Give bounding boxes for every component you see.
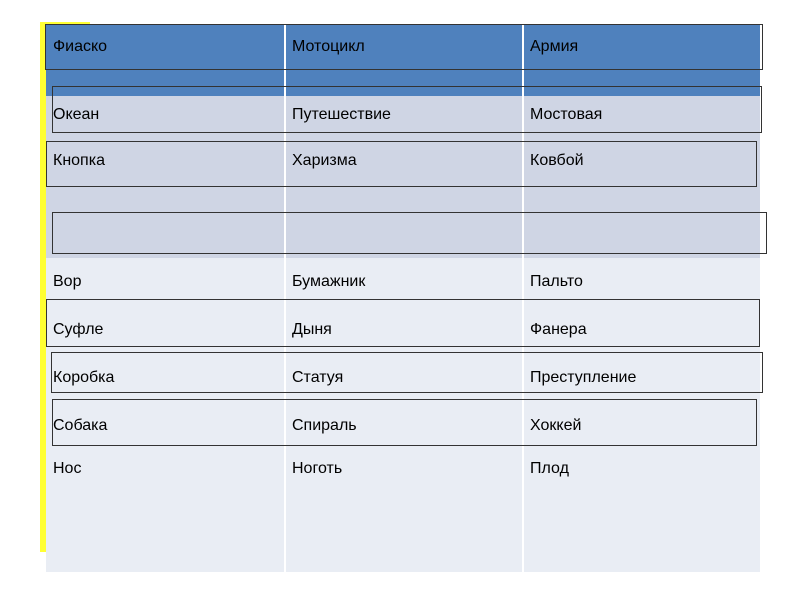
table-cell: [284, 210, 522, 258]
table-cell: Ковбой: [522, 134, 760, 188]
table-row: [46, 96, 760, 134]
table-row: [46, 210, 760, 258]
table-cell: [522, 188, 760, 210]
table-cell: [46, 188, 284, 210]
table-cell: Спираль: [284, 402, 522, 450]
table-row: [46, 450, 760, 572]
table-cell: [46, 70, 284, 96]
table-cell: Собака: [53, 417, 108, 434]
table-cell: Нос: [53, 460, 82, 477]
table-row: [46, 306, 760, 354]
table-cell: [284, 70, 522, 96]
table-cell: Фанера: [522, 306, 760, 354]
table-cell: Суфле: [53, 321, 104, 338]
table-row: [46, 354, 760, 402]
header-cell: Мотоцикл: [284, 24, 522, 70]
table-cell: Мостовая: [522, 96, 760, 134]
table-cell: Кнопка: [53, 152, 105, 169]
table-row: [46, 258, 760, 306]
table-cell: Ноготь: [284, 450, 522, 572]
table-header-row: [46, 24, 760, 70]
table-cell: [522, 210, 760, 258]
table-cell: Преступление: [522, 354, 760, 402]
word-table: [46, 24, 760, 572]
table-cell: Океан: [53, 106, 100, 123]
table-row: [46, 402, 760, 450]
table-header-row-extension: [46, 70, 760, 96]
table-row: [46, 188, 760, 210]
table-cell: Статуя: [284, 354, 522, 402]
table-cell: Харизма: [284, 134, 522, 188]
table-cell: Бумажник: [284, 258, 522, 306]
table-row: [46, 134, 760, 188]
table-cell: [522, 70, 760, 96]
header-cell: Армия: [522, 24, 760, 70]
table-cell: Путешествие: [284, 96, 522, 134]
table-cell: Плод: [522, 450, 760, 572]
table-cell: Коробка: [53, 369, 115, 386]
table-cell: [46, 210, 284, 258]
table-cell: [284, 188, 522, 210]
table-cell: Хоккей: [522, 402, 760, 450]
table-cell: Дыня: [284, 306, 522, 354]
table-cell: Вор: [53, 273, 82, 290]
header-cell: Фиаско: [53, 38, 108, 55]
table-cell: Пальто: [522, 258, 760, 306]
